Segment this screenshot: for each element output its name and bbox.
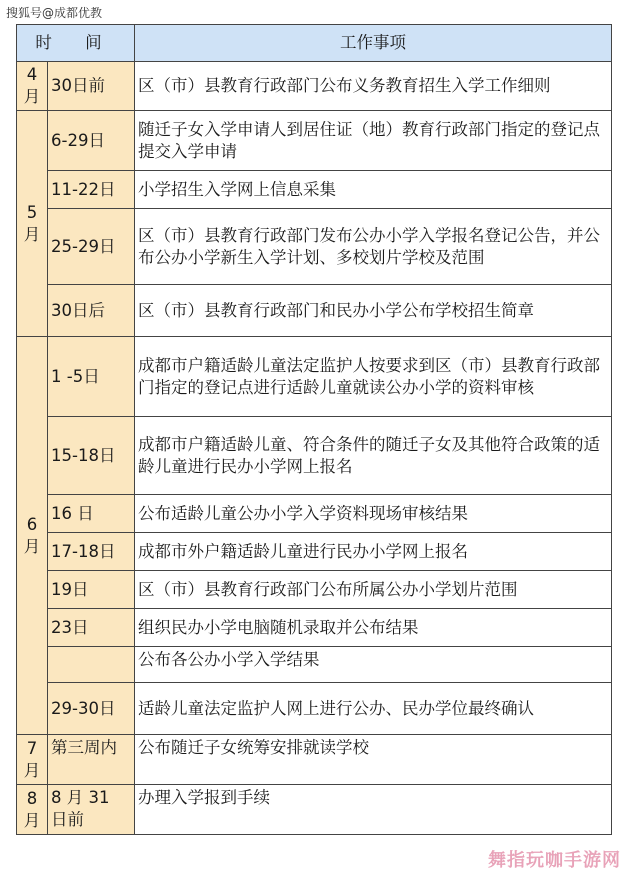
watermark-top: 搜狐号@成都优教 [6,6,103,20]
task-cell: 区（市）县教育行政部门发布公办小学入学报名登记公告，并公布公办小学新生入学计划、多校划片学校及范围 [135,209,612,285]
table-row [17,683,612,735]
table-row [17,337,612,417]
date-cell: 29-30日 [48,683,135,735]
table-row [17,62,612,111]
task-cell: 公布适龄儿童公办小学入学资料现场审核结果 [135,495,612,533]
month-label: 5 月 [23,202,41,244]
table-row [17,171,612,209]
date-cell: 30日前 [48,62,135,111]
table-row [17,111,612,171]
date-cell: 8 月 31 日前 [48,785,135,835]
month-label: 7 月 [23,738,41,780]
task-cell: 适龄儿童法定监护人网上进行公办、民办学位最终确认 [135,683,612,735]
task-cell: 区（市）县教育行政部门和民办小学公布学校招生简章 [135,285,612,337]
date-cell: 1 -5日 [48,337,135,417]
table-row [17,495,612,533]
month-cell [17,785,48,835]
table-row [17,571,612,609]
task-cell: 成都市外户籍适龄儿童进行民办小学网上报名 [135,533,612,571]
table-row [17,209,612,285]
table-row [17,609,612,647]
task-cell: 成都市户籍适龄儿童、符合条件的随迁子女及其他符合政策的适龄儿童进行民办小学网上报名 [135,417,612,495]
watermark-bottom: 舞指玩咖手游网 [488,850,621,871]
month-cell [17,735,48,785]
task-cell: 成都市户籍适龄儿童法定监护人按要求到区（市）县教育行政部门指定的登记点进行适龄儿童就读公办小学的资料审核 [135,337,612,417]
task-cell: 随迁子女入学申请人到居住证（地）教育行政部门指定的登记点提交入学申请 [135,111,612,171]
month-cell [17,62,48,111]
date-cell: 17-18日 [48,533,135,571]
table-row [17,735,612,785]
date-cell: 11-22日 [48,171,135,209]
table-row [17,285,612,337]
task-cell: 办理入学报到手续 [135,785,612,835]
task-cell: 组织民办小学电脑随机录取并公布结果 [135,609,612,647]
table-row [17,533,612,571]
table-header-row [17,25,612,62]
task-cell: 公布随迁子女统筹安排就读学校 [135,735,612,785]
schedule-table [16,24,612,835]
date-cell: 25-29日 [48,209,135,285]
date-cell: 30日后 [48,285,135,337]
month-label: 8 月 [23,788,41,830]
date-cell: 6-29日 [48,111,135,171]
date-cell: 16 日 [48,495,135,533]
date-cell: 第三周内 [48,735,135,785]
date-cell [48,647,135,683]
header-task: 工作事项 [135,25,612,62]
table-row [17,647,612,683]
date-cell: 19日 [48,571,135,609]
task-cell: 公布各公办小学入学结果 [135,647,612,683]
task-cell: 区（市）县教育行政部门公布所属公办小学划片范围 [135,571,612,609]
header-time: 时 间 [17,25,135,62]
task-cell: 小学招生入学网上信息采集 [135,171,612,209]
task-cell: 区（市）县教育行政部门公布义务教育招生入学工作细则 [135,62,612,111]
month-cell [17,111,48,337]
table-row [17,417,612,495]
date-cell: 23日 [48,609,135,647]
month-label: 6 月 [23,514,41,556]
month-cell [17,337,48,735]
date-cell: 15-18日 [48,417,135,495]
table-row [17,785,612,835]
month-label: 4 月 [23,65,41,106]
